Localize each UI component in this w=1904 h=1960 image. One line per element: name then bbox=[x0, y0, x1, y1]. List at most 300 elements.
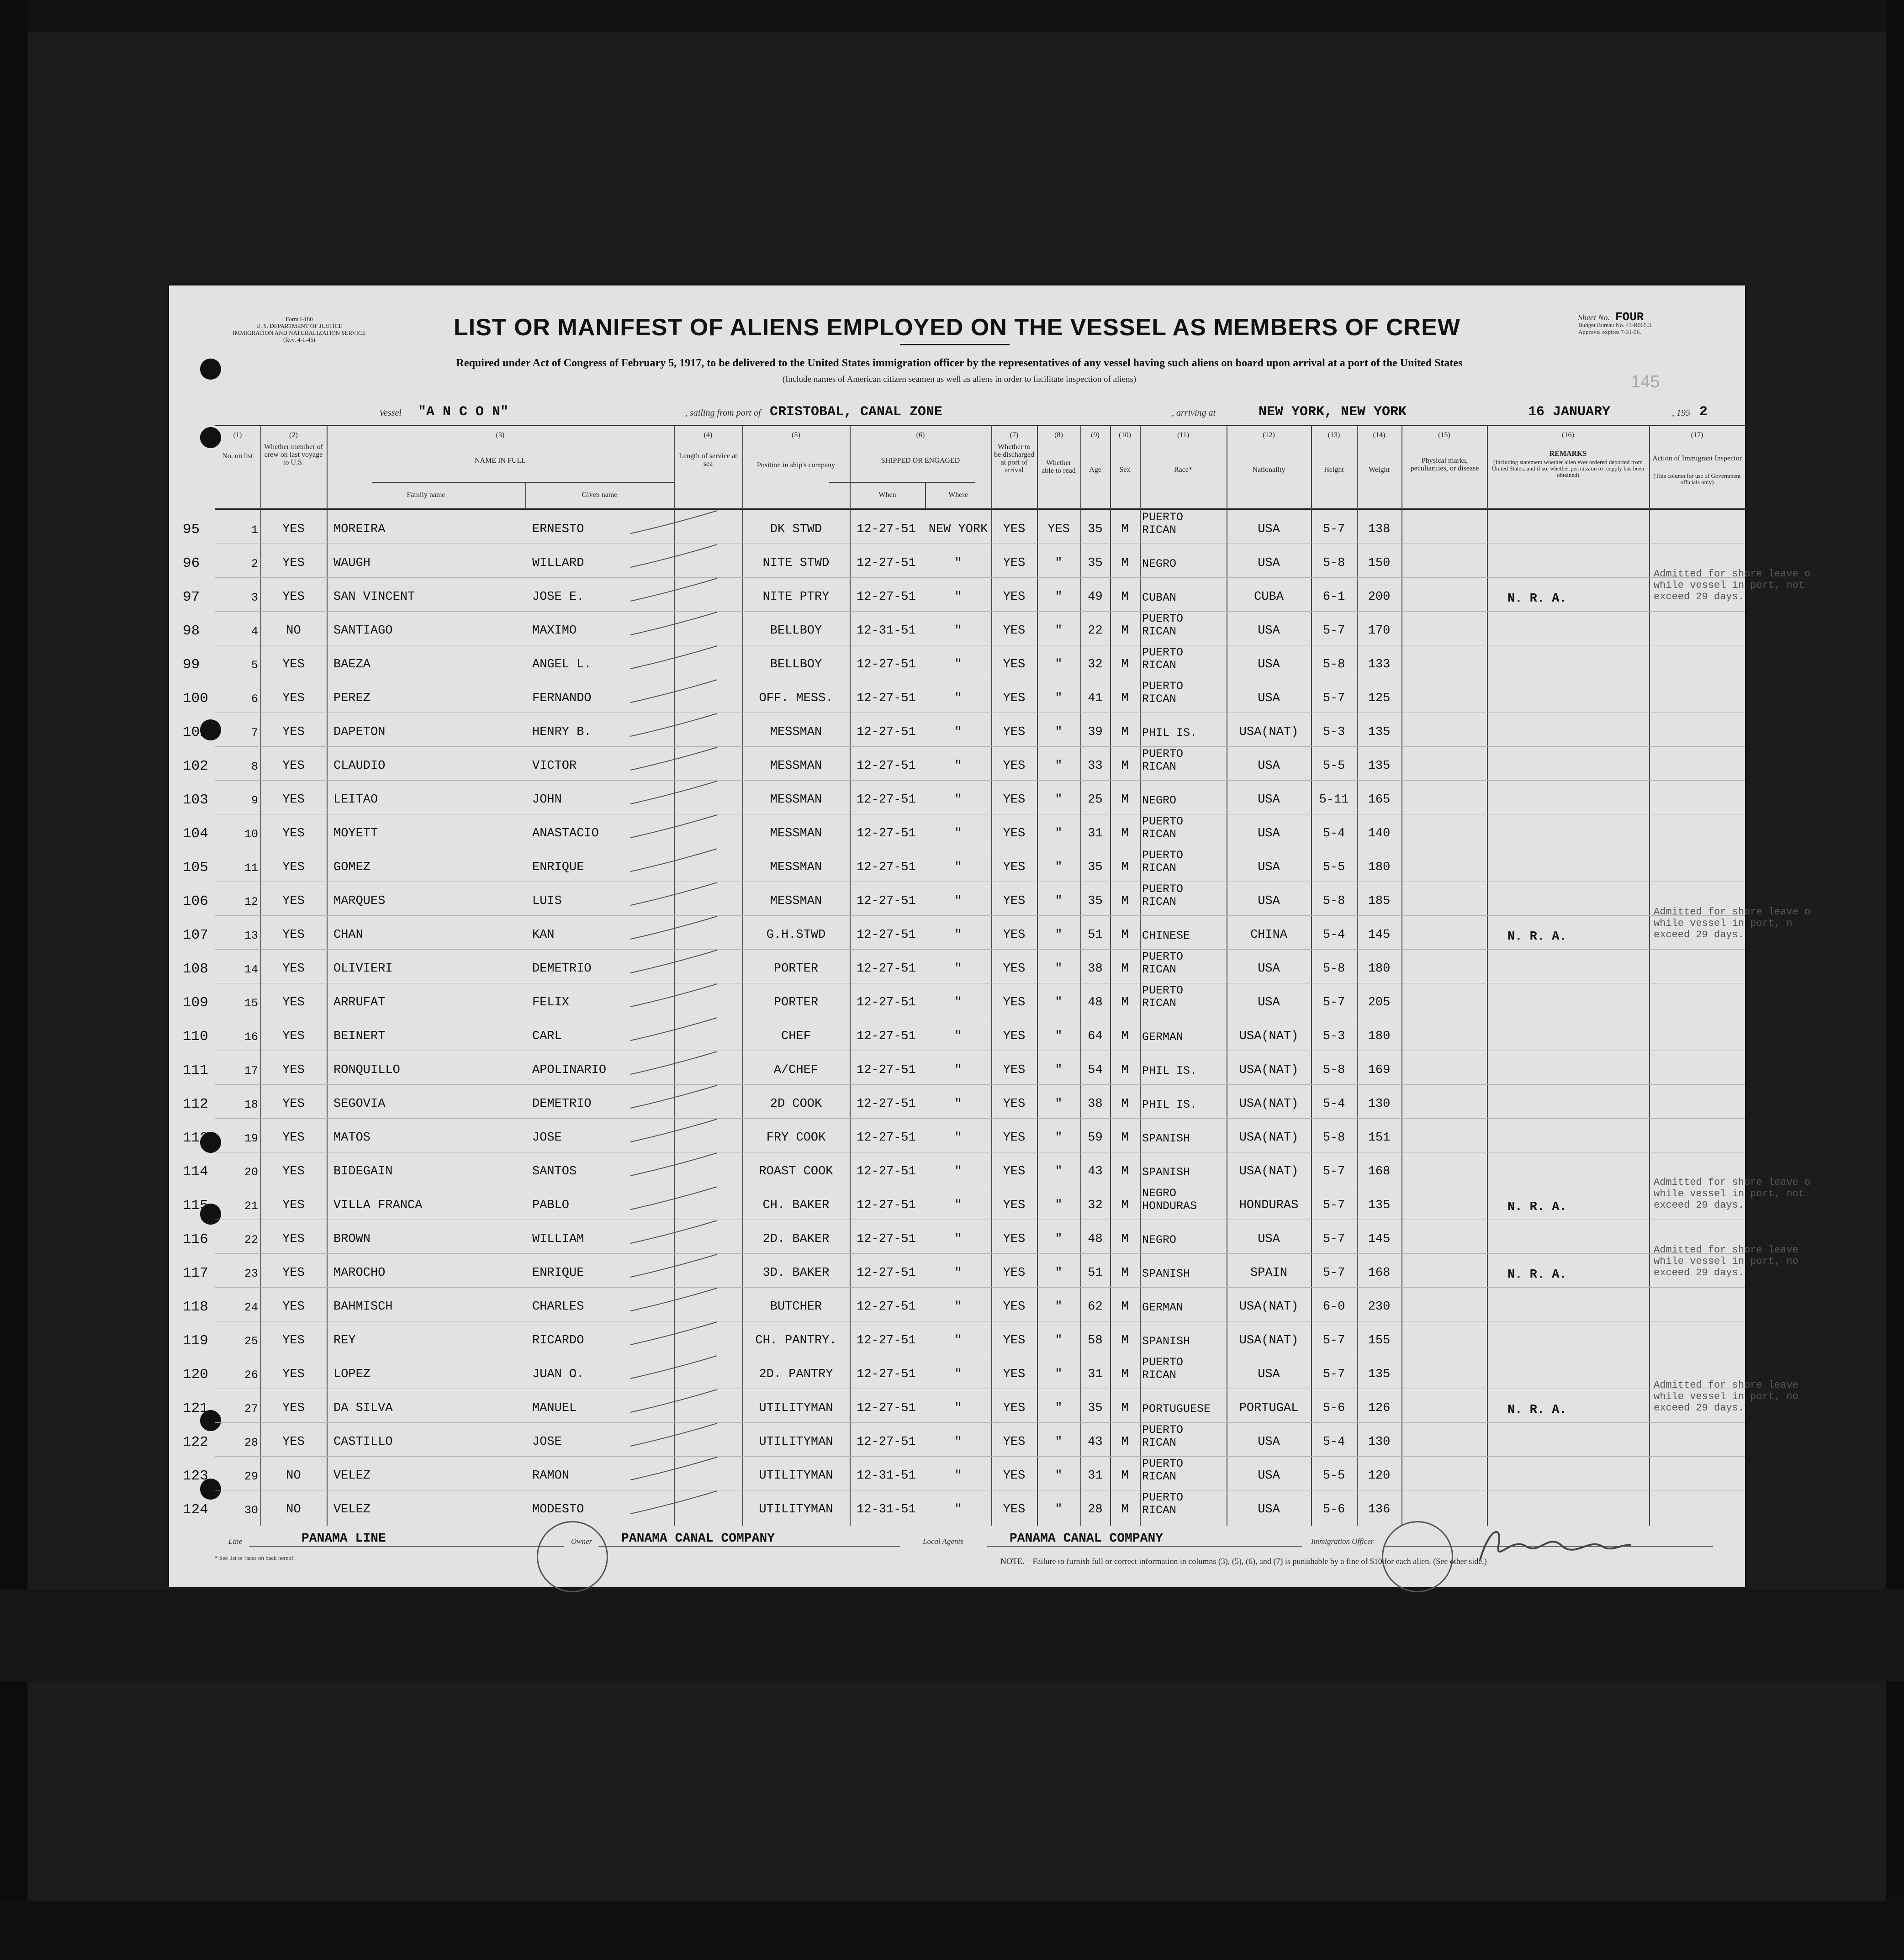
nra-remark: N. R. A. bbox=[1507, 930, 1567, 944]
sex-cell: M bbox=[1121, 996, 1129, 1009]
weight-cell: 165 bbox=[1368, 793, 1391, 807]
list-number-cell: 2 bbox=[251, 557, 258, 571]
manifest-line-number: 112 bbox=[183, 1096, 208, 1112]
list-number-cell: 29 bbox=[244, 1470, 258, 1483]
able-to-read-cell: " bbox=[1055, 894, 1063, 908]
manifest-line-number: 106 bbox=[183, 893, 208, 909]
manifest-line-number: 96 bbox=[183, 555, 200, 571]
race-cell-line2: GERMAN bbox=[1142, 1030, 1184, 1044]
race-cell-line2: RICAN bbox=[1142, 659, 1177, 672]
nationality-cell: USA(NAT) bbox=[1239, 1334, 1299, 1347]
height-cell: 5-5 bbox=[1322, 861, 1345, 874]
able-to-read-cell: " bbox=[1055, 1199, 1063, 1212]
last-voyage-cell: YES bbox=[282, 1232, 305, 1246]
manifest-line-number: 110 bbox=[183, 1029, 208, 1045]
last-voyage-cell: YES bbox=[282, 523, 305, 536]
age-cell: 58 bbox=[1088, 1334, 1103, 1347]
given-name-cell: JOHN bbox=[532, 793, 562, 807]
pencil-tick bbox=[630, 544, 717, 567]
shipped-port-cell: " bbox=[954, 1199, 962, 1212]
owner-value: PANAMA CANAL COMPANY bbox=[621, 1532, 775, 1546]
inspector-action-stamp: exceed 29 days. bbox=[1654, 1199, 1745, 1211]
column-number: (17) bbox=[1691, 431, 1703, 439]
shipped-date-cell: 12-27-51 bbox=[857, 658, 916, 671]
shipped-port-cell: " bbox=[954, 1435, 962, 1449]
film-border-top bbox=[0, 0, 1904, 32]
given-name-cell: SANTOS bbox=[532, 1165, 577, 1178]
manifest-line-number: 99 bbox=[183, 657, 200, 673]
nationality-cell: USA bbox=[1258, 1503, 1280, 1516]
position-cell: FRY COOK bbox=[766, 1131, 826, 1145]
column-number: (4) bbox=[703, 431, 713, 439]
pencil-tick bbox=[630, 815, 717, 838]
shipped-date-cell: 12-27-51 bbox=[857, 590, 916, 604]
position-cell: MESSMAN bbox=[770, 861, 822, 874]
shipped-port-cell: " bbox=[954, 725, 962, 739]
nationality-cell: USA(NAT) bbox=[1239, 1300, 1299, 1314]
year-suffix: 2 bbox=[1699, 404, 1708, 420]
race-cell-line2: RICAN bbox=[1142, 895, 1177, 909]
position-cell: MESSMAN bbox=[770, 725, 822, 739]
able-to-read-cell: " bbox=[1055, 962, 1063, 976]
weight-cell: 200 bbox=[1368, 590, 1391, 604]
age-cell: 41 bbox=[1088, 692, 1103, 705]
race-cell-line1: PUERTO bbox=[1142, 1491, 1184, 1504]
manifest-line-number: 116 bbox=[183, 1231, 208, 1247]
shipped-port-cell: " bbox=[954, 996, 962, 1009]
shipped-port-cell: " bbox=[954, 793, 962, 807]
height-cell: 5-4 bbox=[1322, 827, 1345, 840]
family-name-cell: REY bbox=[333, 1334, 356, 1347]
able-to-read-cell: " bbox=[1055, 827, 1063, 840]
pencil-tick-marks bbox=[169, 285, 1745, 1587]
given-name-cell: LUIS bbox=[532, 894, 562, 908]
list-number-cell: 17 bbox=[244, 1064, 258, 1078]
pencil-tick bbox=[630, 1423, 717, 1446]
nationality-cell: USA bbox=[1258, 996, 1280, 1009]
weight-cell: 205 bbox=[1368, 996, 1391, 1009]
height-cell: 5-6 bbox=[1322, 1503, 1345, 1516]
race-cell-line1: PUERTO bbox=[1142, 680, 1184, 693]
inspector-action-stamp: while vessel in port, no bbox=[1654, 1256, 1798, 1267]
given-name-cell: VICTOR bbox=[532, 759, 577, 773]
given-name-cell: JUAN O. bbox=[532, 1368, 584, 1381]
last-voyage-cell: YES bbox=[282, 1199, 305, 1212]
height-cell: 5-7 bbox=[1322, 523, 1345, 536]
discharged-cell: YES bbox=[1003, 1266, 1026, 1280]
pencil-tick bbox=[630, 511, 717, 534]
last-voyage-cell: NO bbox=[286, 1469, 301, 1483]
position-cell: CHEF bbox=[781, 1030, 811, 1043]
position-cell: G.H.STWD bbox=[766, 928, 826, 942]
age-cell: 35 bbox=[1088, 1401, 1103, 1415]
list-number-cell: 12 bbox=[244, 895, 258, 909]
sex-cell: M bbox=[1121, 1435, 1129, 1449]
weight-cell: 150 bbox=[1368, 556, 1391, 570]
race-cell-line1: PUERTO bbox=[1142, 882, 1184, 896]
age-cell: 22 bbox=[1088, 624, 1103, 638]
header-sex: Sex bbox=[1119, 466, 1131, 474]
race-cell-line2: PHIL IS. bbox=[1142, 1098, 1197, 1111]
column-number: (16) bbox=[1562, 431, 1574, 439]
discharged-cell: YES bbox=[1003, 658, 1026, 671]
race-cell-line2: SPANISH bbox=[1142, 1166, 1190, 1179]
column-number: (15) bbox=[1438, 431, 1450, 439]
header-age: Age bbox=[1089, 466, 1101, 474]
race-cell-line2: SPANISH bbox=[1142, 1132, 1190, 1145]
position-cell: UTILITYMAN bbox=[759, 1435, 833, 1449]
position-cell: MESSMAN bbox=[770, 793, 822, 807]
nationality-cell: USA bbox=[1258, 962, 1280, 976]
family-name-cell: SAN VINCENT bbox=[333, 590, 415, 604]
sex-cell: M bbox=[1121, 1131, 1129, 1145]
pencil-tick bbox=[630, 1457, 717, 1480]
shipped-port-cell: " bbox=[954, 759, 962, 773]
given-name-cell: ENRIQUE bbox=[532, 1266, 584, 1280]
discharged-cell: YES bbox=[1003, 1503, 1026, 1516]
shipped-port-cell: " bbox=[954, 1266, 962, 1280]
able-to-read-cell: " bbox=[1055, 928, 1063, 942]
column-number: (13) bbox=[1328, 431, 1340, 439]
able-to-read-cell: " bbox=[1055, 1469, 1063, 1483]
manifest-line-number: 95 bbox=[183, 522, 200, 538]
inspector-action-stamp: while vessel in port, no bbox=[1654, 1391, 1798, 1402]
weight-cell: 138 bbox=[1368, 523, 1391, 536]
race-cell-line2: NEGRO bbox=[1142, 794, 1177, 807]
discharged-cell: YES bbox=[1003, 1435, 1026, 1449]
weight-cell: 145 bbox=[1368, 1232, 1391, 1246]
position-cell: MESSMAN bbox=[770, 894, 822, 908]
height-cell: 5-8 bbox=[1322, 894, 1345, 908]
last-voyage-cell: YES bbox=[282, 725, 305, 739]
race-cell-line1: NEGRO bbox=[1142, 1187, 1177, 1200]
shipped-date-cell: 12-27-51 bbox=[857, 556, 916, 570]
shipped-date-cell: 12-27-51 bbox=[857, 894, 916, 908]
header-discharged: Whether to be discharged at port of arrival bbox=[994, 443, 1035, 474]
family-name-cell: DAPETON bbox=[333, 725, 386, 739]
nationality-cell: USA(NAT) bbox=[1239, 1097, 1299, 1111]
nationality-cell: USA bbox=[1258, 793, 1280, 807]
column-number: (11) bbox=[1177, 431, 1190, 439]
shipped-date-cell: 12-27-51 bbox=[857, 996, 916, 1009]
list-number-cell: 22 bbox=[244, 1233, 258, 1247]
race-cell-line1: PUERTO bbox=[1142, 1423, 1184, 1437]
shipped-port-cell: " bbox=[954, 1401, 962, 1415]
family-name-cell: MARQUES bbox=[333, 894, 386, 908]
given-name-cell: DEMETRIO bbox=[532, 962, 592, 976]
header-physical-marks: Physical marks, peculiarities, or disease bbox=[1410, 457, 1479, 472]
manifest-line-number: 105 bbox=[183, 860, 208, 876]
pencil-tick bbox=[630, 646, 717, 669]
header-remarks-note: (Including statement whether alien ever ordered deported from United States, and if so, whether permission to reapply has been obtained) bbox=[1491, 459, 1645, 478]
form-id-line: (Rev. 4-1-45) bbox=[283, 336, 315, 343]
manifest-line-number: 123 bbox=[183, 1468, 208, 1484]
discharged-cell: YES bbox=[1003, 1030, 1026, 1043]
last-voyage-cell: YES bbox=[282, 1300, 305, 1314]
page-stamp: 145 bbox=[1631, 372, 1660, 391]
given-name-cell: CARL bbox=[532, 1030, 562, 1043]
nationality-cell: USA(NAT) bbox=[1239, 1030, 1299, 1043]
race-cell-line2: SPANISH bbox=[1142, 1335, 1190, 1348]
sex-cell: M bbox=[1121, 894, 1129, 908]
list-number-cell: 24 bbox=[244, 1301, 258, 1314]
last-voyage-cell: YES bbox=[282, 1030, 305, 1043]
family-name-cell: GOMEZ bbox=[333, 861, 371, 874]
discharged-cell: YES bbox=[1003, 1469, 1026, 1483]
weight-cell: 185 bbox=[1368, 894, 1391, 908]
weight-cell: 135 bbox=[1368, 759, 1391, 773]
discharged-cell: YES bbox=[1003, 1165, 1026, 1178]
list-number-cell: 14 bbox=[244, 963, 258, 976]
manifest-document bbox=[169, 285, 1811, 1587]
weight-cell: 180 bbox=[1368, 861, 1391, 874]
discharged-cell: YES bbox=[1003, 624, 1026, 638]
position-cell: A/CHEF bbox=[773, 1063, 819, 1077]
race-cell-line2: RICAN bbox=[1142, 1470, 1177, 1483]
discharged-cell: YES bbox=[1003, 590, 1026, 604]
shipped-date-cell: 12-27-51 bbox=[857, 1232, 916, 1246]
family-name-cell: SEGOVIA bbox=[333, 1097, 386, 1111]
position-cell: 2D. PANTRY bbox=[759, 1368, 833, 1381]
manifest-line-number: 101 bbox=[183, 724, 208, 740]
given-name-cell: CHARLES bbox=[532, 1300, 584, 1314]
family-name-cell: CASTILLO bbox=[333, 1435, 393, 1449]
pencil-tick bbox=[630, 1187, 717, 1210]
nationality-cell: USA bbox=[1258, 861, 1280, 874]
list-number-cell: 15 bbox=[244, 997, 258, 1010]
nationality-cell: USA bbox=[1258, 658, 1280, 671]
pencil-tick bbox=[630, 849, 717, 872]
weight-cell: 140 bbox=[1368, 827, 1391, 840]
race-cell-line2: NEGRO bbox=[1142, 1233, 1177, 1247]
list-number-cell: 25 bbox=[244, 1335, 258, 1348]
able-to-read-cell: " bbox=[1055, 692, 1063, 705]
position-cell: CH. PANTRY. bbox=[755, 1334, 837, 1347]
race-cell-line1: PUERTO bbox=[1142, 747, 1184, 761]
weight-cell: 125 bbox=[1368, 692, 1391, 705]
given-name-cell: ENRIQUE bbox=[532, 861, 584, 874]
weight-cell: 180 bbox=[1368, 1030, 1391, 1043]
arrival-date: 16 JANUARY bbox=[1528, 404, 1611, 420]
nationality-cell: USA bbox=[1258, 624, 1280, 638]
sex-cell: M bbox=[1121, 590, 1129, 604]
age-cell: 35 bbox=[1088, 861, 1103, 874]
discharged-cell: YES bbox=[1003, 1334, 1026, 1347]
able-to-read-cell: " bbox=[1055, 793, 1063, 807]
last-voyage-cell: YES bbox=[282, 894, 305, 908]
sex-cell: M bbox=[1121, 1334, 1129, 1347]
height-cell: 5-4 bbox=[1322, 1435, 1345, 1449]
able-to-read-cell: " bbox=[1055, 1266, 1063, 1280]
height-cell: 5-7 bbox=[1322, 1165, 1345, 1178]
discharged-cell: YES bbox=[1003, 861, 1026, 874]
position-cell: 3D. BAKER bbox=[762, 1266, 830, 1280]
arriving-label: , arriving at bbox=[1172, 408, 1216, 418]
header-length-service: Length of service at sea bbox=[679, 452, 737, 468]
given-name-cell: RAMON bbox=[532, 1469, 570, 1483]
sex-cell: M bbox=[1121, 1199, 1129, 1212]
list-number-cell: 8 bbox=[251, 760, 258, 773]
inspector-action-stamp: Admitted for shore leave o bbox=[1654, 906, 1811, 918]
able-to-read-cell: " bbox=[1055, 1097, 1063, 1111]
last-voyage-cell: YES bbox=[282, 827, 305, 840]
shipped-port-cell: " bbox=[954, 827, 962, 840]
race-cell-line1: PUERTO bbox=[1142, 984, 1184, 997]
race-cell-line2: PHIL IS. bbox=[1142, 1064, 1197, 1078]
age-cell: 43 bbox=[1088, 1435, 1103, 1449]
pencil-tick bbox=[630, 578, 717, 601]
shipped-date-cell: 12-27-51 bbox=[857, 928, 916, 942]
pencil-tick bbox=[630, 1389, 717, 1412]
discharged-cell: YES bbox=[1003, 1401, 1026, 1415]
discharged-cell: YES bbox=[1003, 1063, 1026, 1077]
column-number: (1) bbox=[233, 431, 242, 439]
column-number: (5) bbox=[792, 431, 800, 439]
family-name-cell: VILLA FRANCA bbox=[333, 1199, 423, 1212]
pencil-tick bbox=[630, 1356, 717, 1379]
inspector-action-stamp: exceed 29 days. bbox=[1654, 1267, 1745, 1278]
discharged-cell: YES bbox=[1003, 827, 1026, 840]
family-name-cell: BIDEGAIN bbox=[333, 1165, 393, 1178]
weight-cell: 135 bbox=[1368, 1199, 1391, 1212]
position-cell: DK STWD bbox=[770, 523, 822, 536]
list-number-cell: 26 bbox=[244, 1368, 258, 1382]
sex-cell: M bbox=[1121, 1368, 1129, 1381]
family-name-cell: DA SILVA bbox=[333, 1401, 393, 1415]
header-no-on-list: No. on list bbox=[222, 452, 253, 460]
race-cell-line2: RICAN bbox=[1142, 1368, 1177, 1382]
race-cell-line2: CHINESE bbox=[1142, 929, 1190, 942]
shipped-port-cell: " bbox=[954, 692, 962, 705]
sex-cell: M bbox=[1121, 1266, 1129, 1280]
given-name-cell: JOSE E. bbox=[532, 590, 584, 604]
nationality-cell: PORTUGAL bbox=[1239, 1401, 1299, 1415]
nationality-cell: USA(NAT) bbox=[1239, 1165, 1299, 1178]
pencil-tick bbox=[630, 1322, 717, 1345]
shipped-date-cell: 12-31-51 bbox=[857, 1469, 916, 1483]
race-cell-line2: RICAN bbox=[1142, 997, 1177, 1010]
discharged-cell: YES bbox=[1003, 759, 1026, 773]
manifest-line-number: 107 bbox=[183, 927, 208, 943]
race-cell-line2: RICAN bbox=[1142, 861, 1177, 875]
race-cell-line1: PUERTO bbox=[1142, 612, 1184, 625]
nationality-cell: USA bbox=[1258, 1232, 1280, 1246]
header-weight: Weight bbox=[1369, 466, 1390, 474]
last-voyage-cell: YES bbox=[282, 861, 305, 874]
inspector-action-stamp: exceed 29 days. bbox=[1654, 591, 1745, 602]
shipped-date-cell: 12-27-51 bbox=[857, 1266, 916, 1280]
sex-cell: M bbox=[1121, 1030, 1129, 1043]
height-cell: 6-0 bbox=[1322, 1300, 1345, 1314]
last-voyage-cell: YES bbox=[282, 996, 305, 1009]
inspector-action-stamp: while vessel in port, n bbox=[1654, 918, 1793, 929]
shipped-port-cell: " bbox=[954, 556, 962, 570]
weight-cell: 136 bbox=[1368, 1503, 1391, 1516]
manifest-line-number: 98 bbox=[183, 623, 200, 639]
list-number-cell: 7 bbox=[251, 726, 258, 740]
family-name-cell: SANTIAGO bbox=[333, 624, 393, 638]
height-cell: 5-8 bbox=[1322, 556, 1345, 570]
age-cell: 38 bbox=[1088, 1097, 1103, 1111]
age-cell: 59 bbox=[1088, 1131, 1103, 1145]
given-name-cell: WILLIAM bbox=[532, 1232, 584, 1246]
family-name-cell: VELEZ bbox=[333, 1503, 371, 1516]
nationality-cell: USA bbox=[1258, 1368, 1280, 1381]
race-cell-line1: PUERTO bbox=[1142, 1457, 1184, 1470]
weight-cell: 230 bbox=[1368, 1300, 1391, 1314]
last-voyage-cell: YES bbox=[282, 1368, 305, 1381]
able-to-read-cell: " bbox=[1055, 556, 1063, 570]
nra-remark: N. R. A. bbox=[1507, 592, 1567, 606]
manifest-line-number: 120 bbox=[183, 1367, 208, 1383]
manifest-line-number: 119 bbox=[183, 1333, 208, 1349]
nra-remark: N. R. A. bbox=[1507, 1403, 1567, 1417]
nationality-cell: USA bbox=[1258, 759, 1280, 773]
given-name-cell: KAN bbox=[532, 928, 555, 942]
able-to-read-cell: " bbox=[1055, 1503, 1063, 1516]
given-name-cell: MANUEL bbox=[532, 1401, 577, 1415]
able-to-read-cell: " bbox=[1055, 725, 1063, 739]
header-where: Where bbox=[948, 491, 968, 499]
given-name-cell: ANASTACIO bbox=[532, 827, 599, 840]
manifest-line-number: 118 bbox=[183, 1299, 208, 1315]
height-cell: 5-7 bbox=[1322, 1199, 1345, 1212]
pencil-tick bbox=[630, 916, 717, 939]
sex-cell: M bbox=[1121, 827, 1129, 840]
age-cell: 25 bbox=[1088, 793, 1103, 807]
shipped-date-cell: 12-27-51 bbox=[857, 793, 916, 807]
able-to-read-cell: YES bbox=[1047, 523, 1070, 536]
list-number-cell: 10 bbox=[244, 828, 258, 841]
family-name-cell: VELEZ bbox=[333, 1469, 371, 1483]
last-voyage-cell: YES bbox=[282, 1401, 305, 1415]
pencil-tick bbox=[630, 713, 717, 736]
officer-label: Immigration Officer bbox=[1311, 1537, 1374, 1546]
family-name-cell: BEINERT bbox=[333, 1030, 386, 1043]
discharged-cell: YES bbox=[1003, 523, 1026, 536]
arriving-port: NEW YORK, NEW YORK bbox=[1259, 404, 1407, 420]
height-cell: 5-7 bbox=[1322, 692, 1345, 705]
race-cell-line2: RICAN bbox=[1142, 523, 1177, 537]
budget-bureau: Budget Bureau No. 43-R065.3. bbox=[1578, 322, 1653, 328]
position-cell: BELLBOY bbox=[770, 624, 822, 638]
header-inspector-note: (This column for use of Government officials only) bbox=[1653, 472, 1741, 486]
shipped-port-cell: " bbox=[954, 1503, 962, 1516]
given-name-cell: PABLO bbox=[532, 1199, 570, 1212]
able-to-read-cell: " bbox=[1055, 658, 1063, 671]
agents-value: PANAMA CANAL COMPANY bbox=[1010, 1532, 1164, 1546]
list-number-cell: 5 bbox=[251, 659, 258, 672]
header-able-to-read: Whether able to read bbox=[1042, 459, 1076, 475]
given-name-cell: FERNANDO bbox=[532, 692, 592, 705]
pencil-tick bbox=[630, 1220, 717, 1243]
film-band bbox=[0, 1590, 1904, 1681]
pencil-tick bbox=[630, 747, 717, 770]
inspector-action-stamp: exceed 29 days. bbox=[1654, 1402, 1745, 1414]
weight-cell: 151 bbox=[1368, 1131, 1391, 1145]
list-number-cell: 21 bbox=[244, 1199, 258, 1213]
family-name-cell: WAUGH bbox=[333, 556, 371, 570]
race-cell-line2: PORTUGUESE bbox=[1142, 1402, 1211, 1416]
list-number-cell: 19 bbox=[244, 1132, 258, 1145]
able-to-read-cell: " bbox=[1055, 1300, 1063, 1314]
manifest-line-number: 103 bbox=[183, 792, 208, 808]
shipped-date-cell: 12-27-51 bbox=[857, 1097, 916, 1111]
position-cell: OFF. MESS. bbox=[759, 692, 833, 705]
inspector-action-stamp: Admitted for shore leave bbox=[1654, 1244, 1798, 1256]
age-cell: 35 bbox=[1088, 894, 1103, 908]
discharged-cell: YES bbox=[1003, 1232, 1026, 1246]
